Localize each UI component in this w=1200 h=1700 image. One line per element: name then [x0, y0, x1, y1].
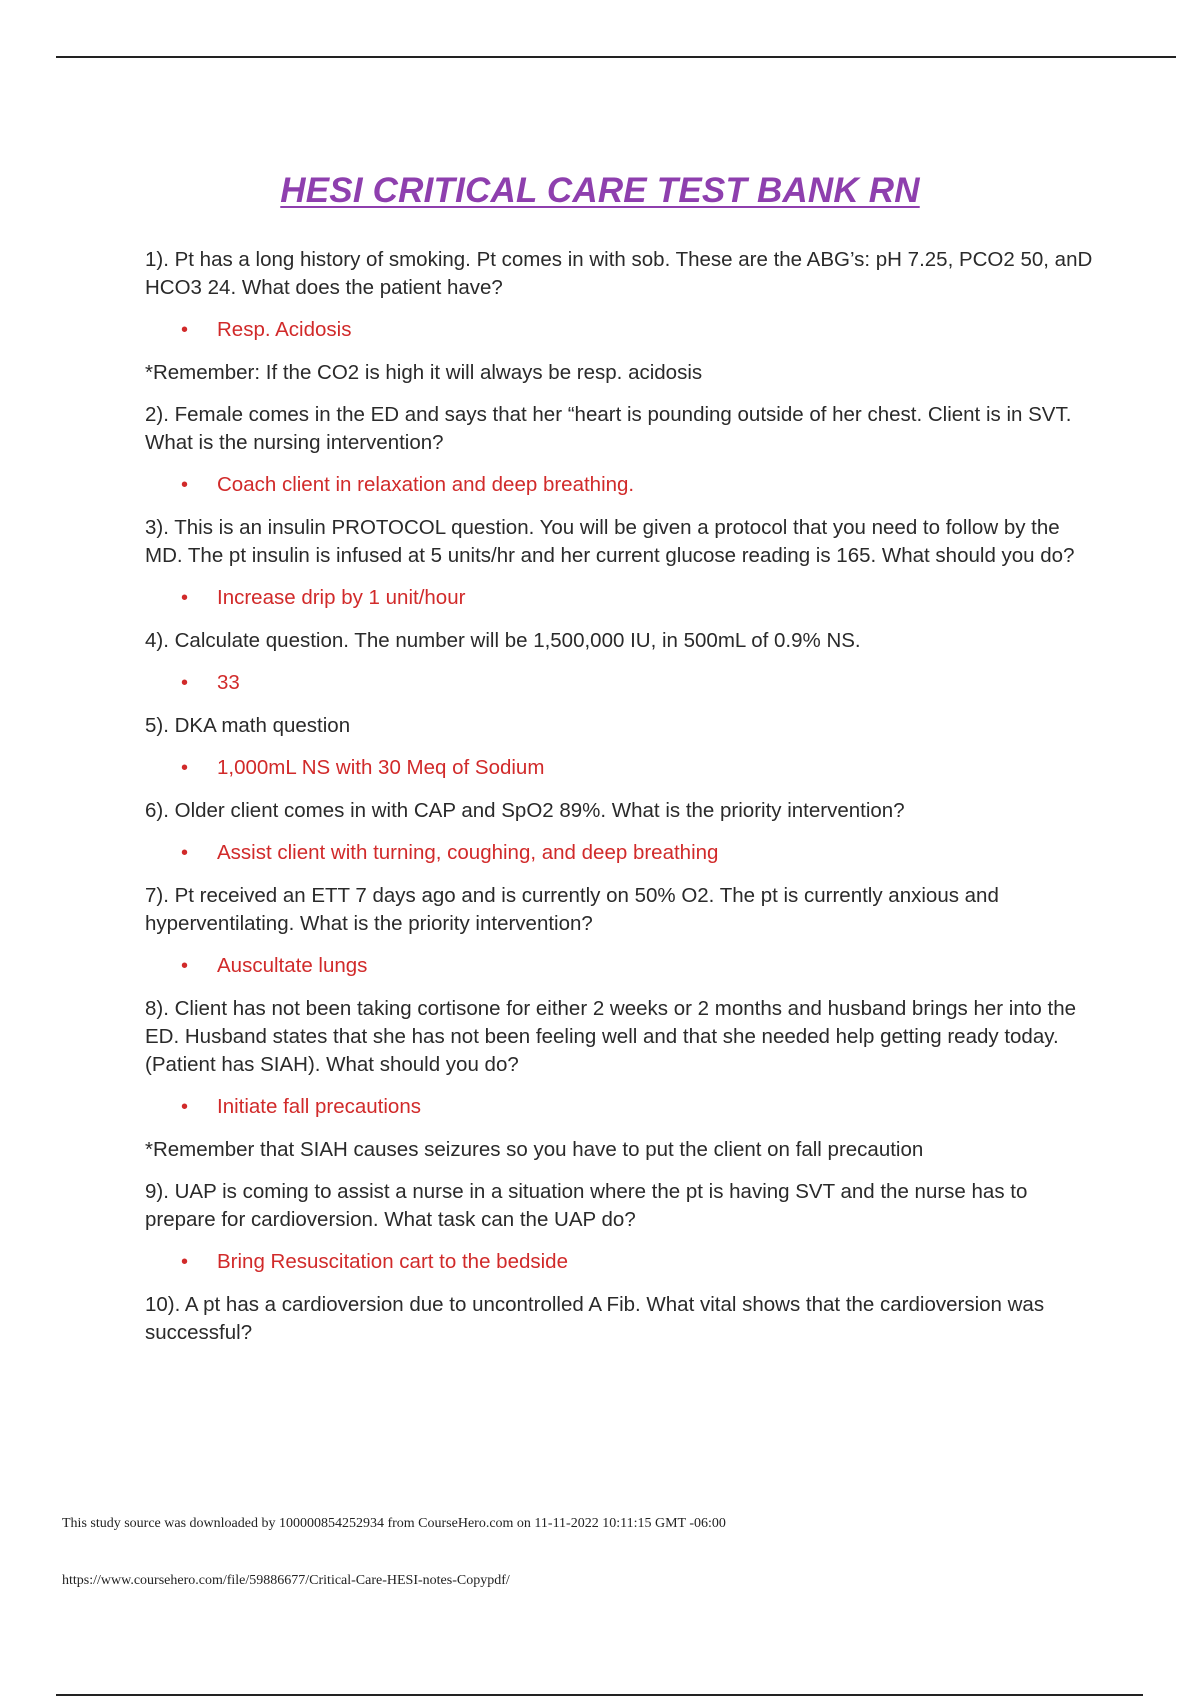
answer-text: Assist client with turning, coughing, and deep breathing: [217, 841, 719, 864]
answer-text: Initiate fall precautions: [217, 1095, 421, 1118]
answer-text: Bring Resuscitation cart to the bedside: [217, 1250, 568, 1273]
answer-item: [145, 584, 1100, 612]
bullet-icon: •: [181, 1096, 189, 1118]
answer-text: Coach client in relaxation and deep breathing.: [217, 473, 635, 496]
document-title: HESI CRITICAL CARE TEST BANK RN: [280, 171, 920, 211]
answer-item: [145, 839, 1100, 867]
bullet-icon: •: [181, 672, 189, 694]
remember-note: *Remember that SIAH causes seizures so you have to put the client on fall precaution: [145, 1138, 924, 1161]
bullet-icon: •: [181, 842, 189, 864]
question-text: 7). Pt received an ETT 7 days ago and is currently on 50% O2. The pt is currently anxious and hyperventilating. What is the priority intervention?: [145, 884, 999, 935]
bullet-icon: •: [181, 757, 189, 779]
answer-text: 1,000mL NS with 30 Meq of Sodium: [217, 756, 545, 779]
question-text: 6). Older client comes in with CAP and SpO2 89%. What is the priority intervention?: [145, 799, 905, 822]
question-text: 5). DKA math question: [145, 714, 351, 737]
answer-item: [145, 471, 1100, 499]
question-text: 9). UAP is coming to assist a nurse in a situation where the pt is having SVT and the nurse has to prepare for cardioversion. What task can the UAP do?: [145, 1180, 1028, 1231]
answer-item: [145, 754, 1100, 782]
bullet-icon: •: [181, 1251, 189, 1273]
bullet-icon: •: [181, 474, 189, 496]
answer-text: Resp. Acidosis: [217, 318, 352, 341]
answer-item: [145, 669, 1100, 697]
answer-text: Auscultate lungs: [217, 954, 368, 977]
question-text: 2). Female comes in the ED and says that her “heart is pounding outside of her chest. Client is in SVT. What is the nursing intervention?: [145, 403, 1072, 454]
answer-item: [145, 1248, 1100, 1276]
bullet-icon: •: [181, 955, 189, 977]
question-text: 8). Client has not been taking cortisone for either 2 weeks or 2 months and husband brings her into the ED. Husband states that she has not been feeling well and that she needed help getting ready today. (Patient has SIAH). What should you do?: [145, 997, 1077, 1076]
question-text: 4). Calculate question. The number will be 1,500,000 IU, in 500mL of 0.9% NS.: [145, 629, 861, 652]
answer-item: [145, 952, 1100, 980]
bullet-icon: •: [181, 319, 189, 341]
answer-item: [145, 1093, 1100, 1121]
bullet-icon: •: [181, 587, 189, 609]
answer-text: Increase drip by 1 unit/hour: [217, 586, 466, 609]
answer-text: 33: [217, 671, 240, 694]
bottom-divider: [56, 1694, 1143, 1696]
remember-note: *Remember: If the CO2 is high it will always be resp. acidosis: [145, 361, 703, 384]
download-notice: This study source was downloaded by 100000854252934 from CourseHero.com on 11-11-2022 10:11:15 GMT -06:00: [62, 1516, 726, 1531]
question-text: 10). A pt has a cardioversion due to uncontrolled A Fib. What vital shows that the cardioversion was successful?: [145, 1293, 1045, 1344]
source-url[interactable]: https://www.coursehero.com/file/59886677/Critical-Care-HESI-notes-Copypdf/: [62, 1573, 510, 1588]
question-text: 1). Pt has a long history of smoking. Pt comes in with sob. These are the ABG’s: pH 7.25, PCO2 50, anD HCO3 24. What does the patient have?: [145, 248, 1093, 299]
answer-item: [145, 316, 1100, 344]
question-text: 3). This is an insulin PROTOCOL question. You will be given a protocol that you need to follow by the MD. The pt insulin is infused at 5 units/hr and her current glucose reading is 165. What should you do?: [145, 516, 1075, 567]
document-body: [145, 246, 1100, 1361]
top-divider: [56, 56, 1176, 58]
